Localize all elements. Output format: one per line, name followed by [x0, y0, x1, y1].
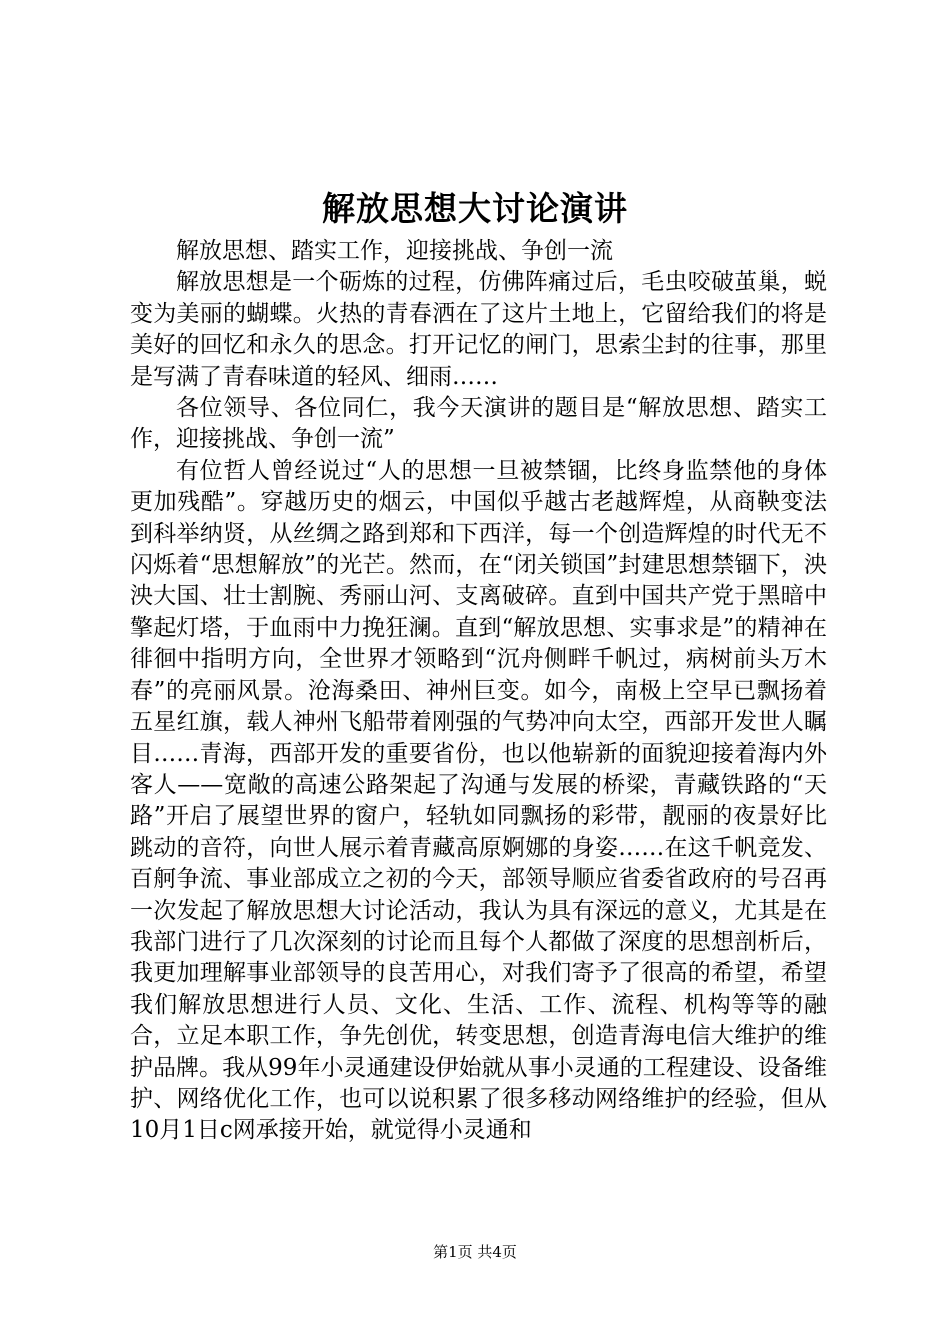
- document-title: 解放思想大讨论演讲: [322, 189, 628, 228]
- document-body: [130, 236, 827, 1147]
- paragraph-main: 有位哲人曾经说过“人的思想一旦被禁锢，比终身监禁他的身体更加残酷”。穿越历史的烟云，中国似乎越古老越辉煌，从商鞅变法到科举纳贤，从丝绸之路到郑和下西洋，每一个创造辉煌的时代无不闪烁着“思想解放”的光芒。然而，在“闭关锁国”封建思想禁锢下，泱泱大国、壮士割腕、秀丽山河、支离破碎。直到中国共产党于黑暗中擎起灯塔，于血雨中力挽狂澜。直到“解放思想、实事求是”的精神在徘徊中指明方向，全世界才领略到“沉舟侧畔千帆过，病树前头万木春”的亮丽风景。沧海桑田、神州巨变。如今，南极上空早已飘扬着五星红旗，载人神州飞船带着刚强的气势冲向太空，西部开发世人瞩目……青海，西部开发的重要省份，也以他崭新的面貌迎接着海内外客人——宽敞的高速公路架起了沟通与发展的桥梁，青藏铁路的“天路”开启了展望世界的窗户，轻轨如同飘扬的彩带，靓丽的夜景好比跳动的音符，向世人展示着青藏高原婀娜的身姿……在这千帆竞发、百舸争流、事业部成立之初的今天，部领导顺应省委省政府的号召再一次发起了解放思想大讨论活动，我认为具有深远的意义，尤其是在我部门进行了几次深刻的讨论而且每个人都做了深度的思想剖析后，我更加理解事业部领导的良苦用心，对我们寄予了很高的希望，希望我们解放思想进行人员、文化、生活、工作、流程、机构等等的融合，立足本职工作，争先创优，转变思想，创造青海电信大维护的维护品牌。我从99年小灵通建设伊始就从事小灵通的工程建设、设备维护、网络优化工作，也可以说积累了很多移动网络维护的经验，但从10月1日c网承接开始，就觉得小灵通和: [130, 457, 827, 1144]
- page-number-footer: 第1页 共4页: [433, 1243, 517, 1261]
- paragraph-greeting: 各位领导、各位同仁，我今天演讲的题目是“解放思想、踏实工作，迎接挑战、争创一流”: [130, 395, 827, 453]
- paragraph-intro: 解放思想是一个砺炼的过程，仿佛阵痛过后，毛虫咬破茧巢，蜕变为美丽的蝴蝶。火热的青春洒在了这片土地上，它留给我们的将是美好的回忆和永久的思念。打开记忆的闸门，思索尘封的往事，那里是写满了青春味道的轻风、细雨……: [130, 269, 827, 390]
- paragraph-subtitle: 解放思想、踏实工作，迎接挑战、争创一流: [176, 238, 613, 264]
